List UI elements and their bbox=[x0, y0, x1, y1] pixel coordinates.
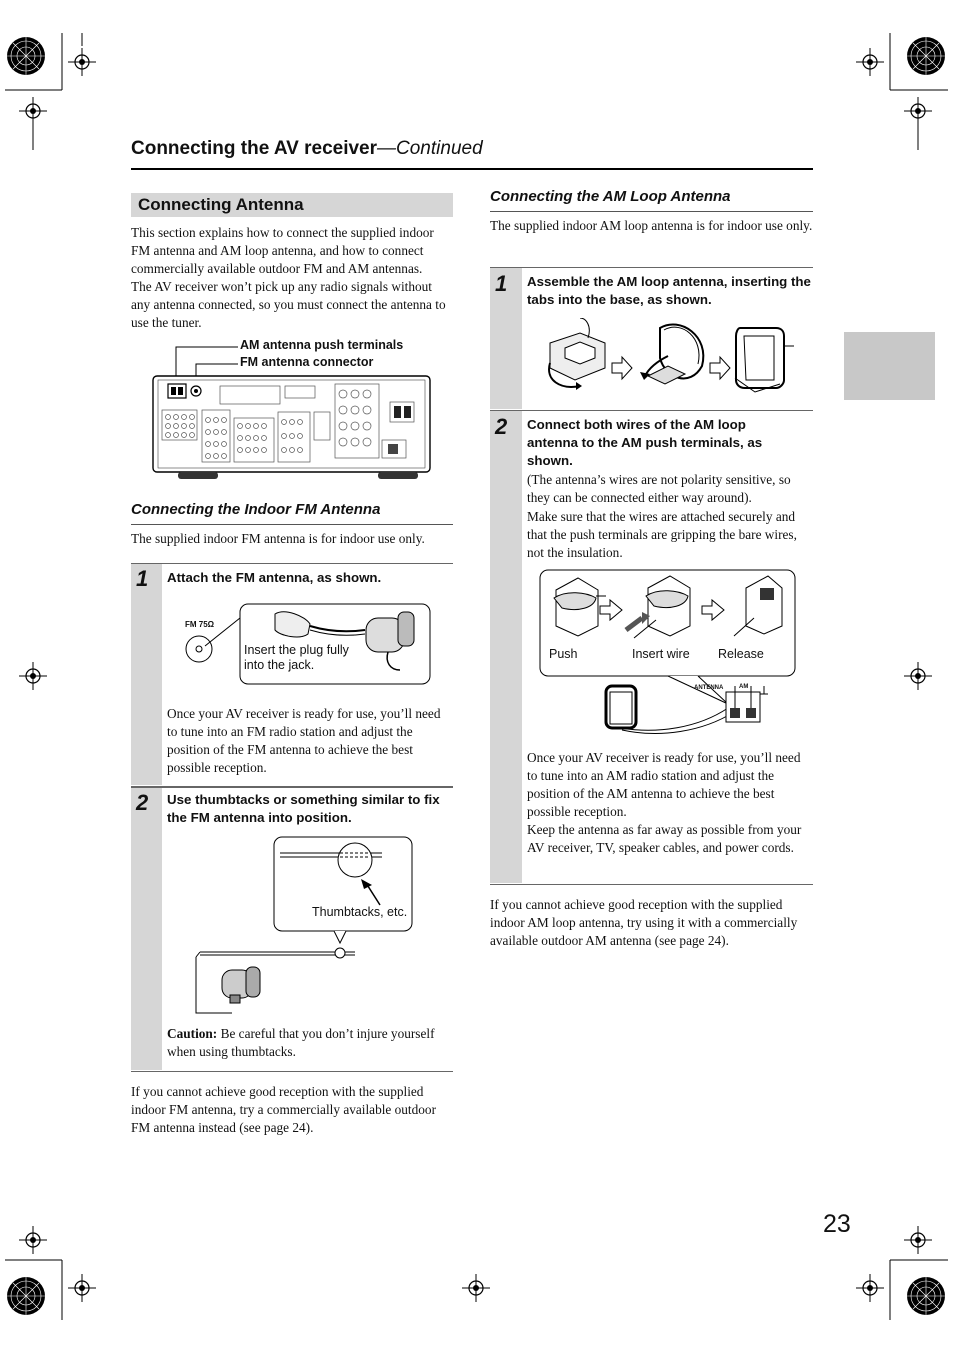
am-intro: The supplied indoor AM loop antenna is for indoor use only. bbox=[490, 218, 813, 233]
fm-step-2-gutter bbox=[131, 788, 162, 1070]
push-label: Push bbox=[549, 647, 578, 661]
am-step-2-body: Make sure that the wires are attached securely and that the push terminals are gripping the bare wires, not the insulation. bbox=[527, 509, 797, 560]
section-heading-bar bbox=[131, 193, 453, 217]
am-step-2-gutter bbox=[490, 411, 522, 883]
am-keep-text: Keep the antenna as far away as possible from your AV receiver, TV, speaker cables, and power cords. bbox=[527, 822, 802, 855]
fm-step-1-body: Once your AV receiver is ready for use, you’ll need to tune into an FM radio station and adjust the position of the FM antenna to achieve the best possible reception. bbox=[167, 706, 441, 775]
section-intro-2: The AV receiver won’t pick up any radio signals without any antenna connected, so you must connect the antenna to use the tuner. bbox=[131, 279, 446, 330]
fm-plug-note: Insert the plug fully into the jack. bbox=[244, 643, 349, 672]
am-tune-text: Once your AV receiver is ready for use, you’ll need to tune into an AM radio station and adjust the position of the AM antenna to achieve the best possible reception. bbox=[527, 750, 801, 819]
caution-text: Be careful that you don’t injure yourself when using thumbtacks. bbox=[167, 1026, 435, 1059]
am-terminal-label: AM bbox=[739, 684, 749, 690]
fm-step-1-gutter bbox=[131, 564, 162, 785]
fm-outro: If you cannot achieve good reception with the supplied indoor FM antenna, try a commercially available outdoor FM antenna instead (see page 24). bbox=[131, 1084, 436, 1135]
page-header-title bbox=[131, 138, 483, 160]
am-heading: Connecting the AM Loop Antenna bbox=[490, 188, 731, 205]
callout-am-terminals: AM antenna push terminals bbox=[240, 338, 404, 352]
am-step-2-title: Connect both wires of the AM loop antenna to the AM push terminals, as shown. bbox=[527, 417, 763, 468]
header-title-text: Connecting the AV receiver bbox=[131, 138, 378, 159]
section-intro: This section explains how to connect the supplied indoor FM antenna and AM loop antenna, and how to connect commercially available outdoor FM and AM antennas. bbox=[131, 225, 434, 276]
fm-jack-label: FM 75Ω bbox=[185, 620, 215, 629]
am-step-2-number: 2 bbox=[495, 414, 508, 439]
fm-intro: The supplied indoor FM antenna is for indoor use only. bbox=[131, 531, 425, 546]
side-tab-marker bbox=[844, 332, 935, 400]
fm-step-1-title: Attach the FM antenna, as shown. bbox=[167, 570, 382, 585]
section-heading: Connecting Antenna bbox=[138, 195, 304, 214]
callout-fm-connector: FM antenna connector bbox=[240, 355, 374, 369]
am-heading-rule bbox=[490, 211, 813, 212]
header-rule bbox=[131, 168, 813, 170]
caution-label: Caution: bbox=[167, 1026, 218, 1041]
am-step-1-number: 1 bbox=[495, 271, 508, 296]
fm-step-2-number: 2 bbox=[136, 790, 149, 815]
page-number: 23 bbox=[823, 1210, 851, 1238]
header-continued-text: —Continued bbox=[377, 138, 483, 159]
release-label: Release bbox=[718, 647, 764, 661]
insert-wire-label: Insert wire bbox=[632, 647, 690, 661]
fm-thumbtack-figure bbox=[190, 835, 420, 1020]
antenna-label: ANTENNA bbox=[694, 685, 724, 691]
fm-step-2-title: Use thumbtacks or something similar to fix the FM antenna into position. bbox=[167, 792, 440, 825]
fm-heading-rule bbox=[131, 524, 453, 525]
fm-heading: Connecting the Indoor FM Antenna bbox=[131, 501, 381, 518]
am-assembly-figure bbox=[540, 318, 795, 403]
am-step-1-title: Assemble the AM loop antenna, inserting the tabs into the base, as shown. bbox=[527, 274, 811, 307]
am-step-2-note: (The antenna’s wires are not polarity sensitive, so they can be connected either way around). bbox=[527, 472, 791, 505]
fm-step-1-number: 1 bbox=[136, 566, 149, 591]
thumbtack-label: Thumbtacks, etc. bbox=[312, 905, 408, 919]
receiver-rear-panel-figure bbox=[150, 340, 435, 485]
fm-caution bbox=[167, 1025, 453, 1061]
am-outro: If you cannot achieve good reception with the supplied indoor AM loop antenna, try using it with a commercially available outdoor AM antenna (see page 24). bbox=[490, 897, 798, 948]
